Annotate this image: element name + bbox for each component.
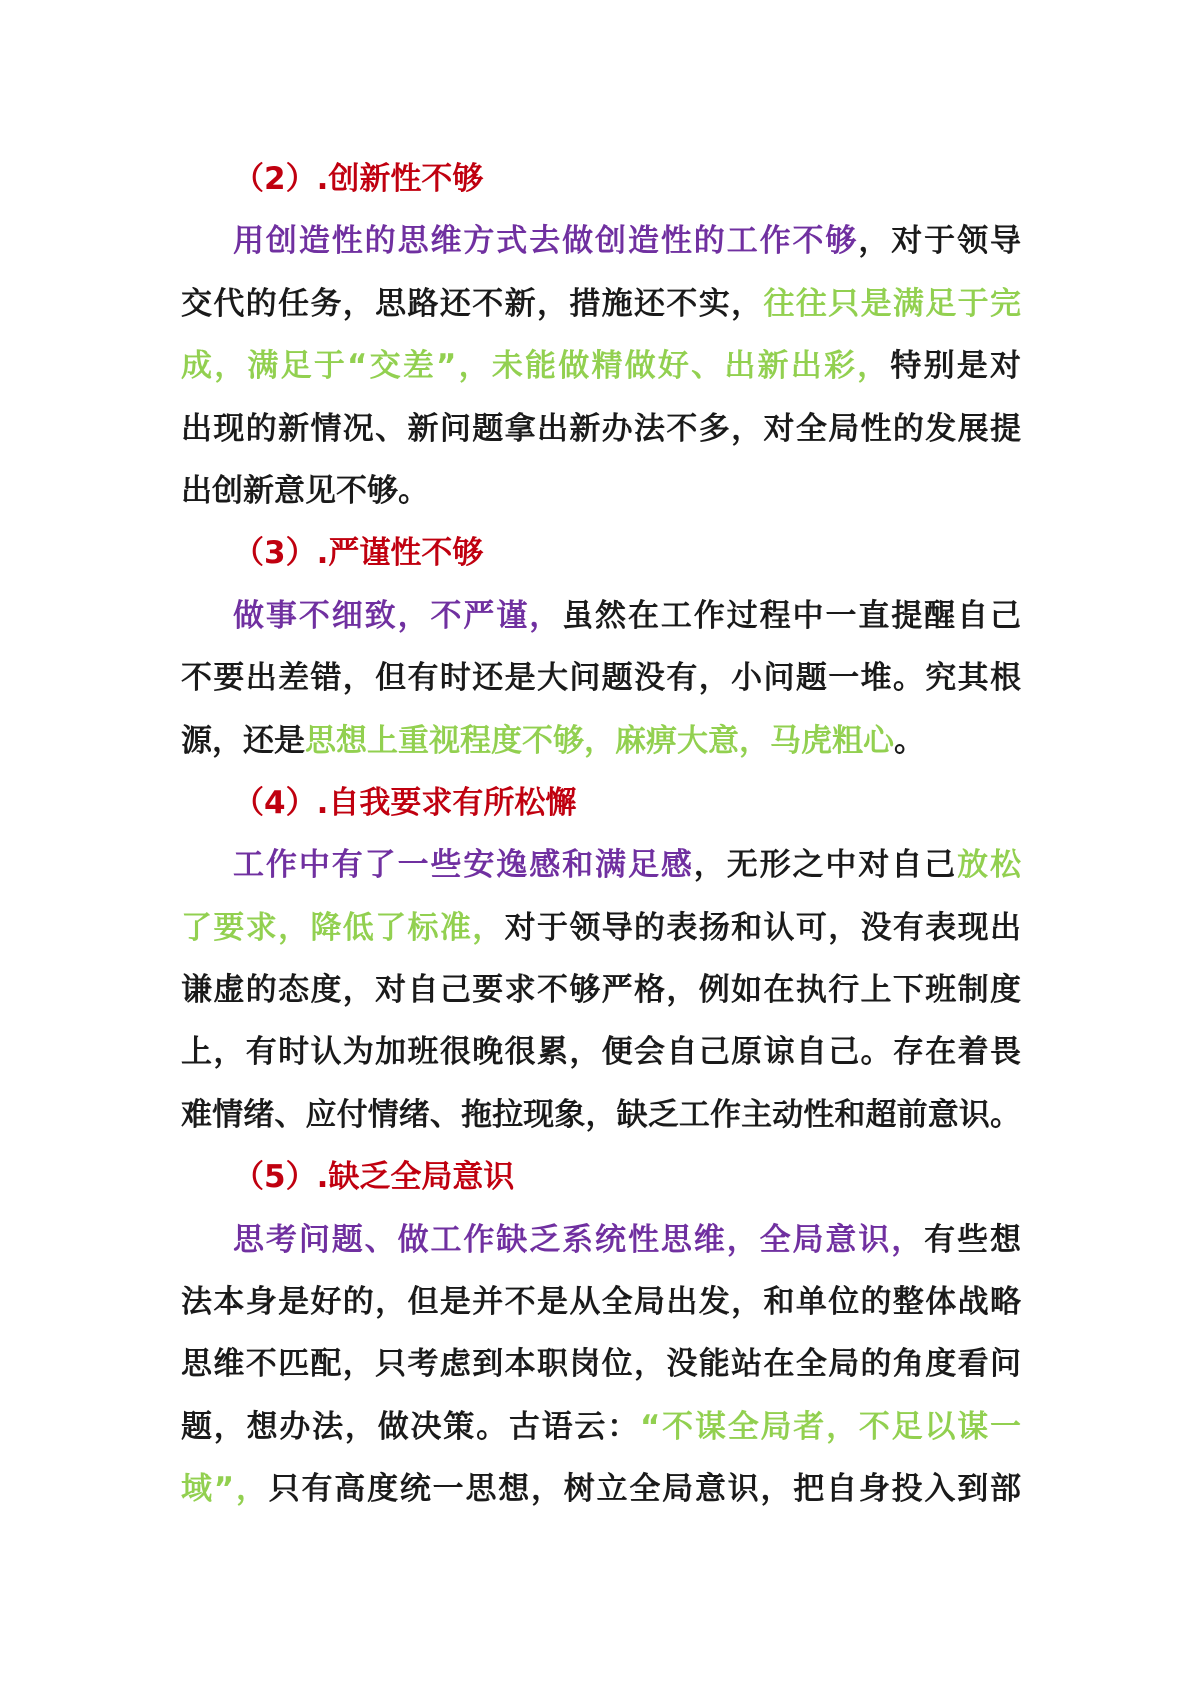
highlight-green-text: 思想上重视程度不够，麻痹大意，马虎粗心 (305, 722, 894, 759)
document-body (181, 148, 1021, 1521)
paragraph-line (181, 959, 1021, 1021)
highlight-green-text: 域”， (181, 1471, 269, 1508)
highlight-green-text: 了要求，降低了标准， (181, 909, 505, 946)
highlight-purple-text: 思考问题、做工作缺乏系统性思维，全局意识， (233, 1221, 925, 1258)
body-text: 源，还是 (181, 722, 305, 759)
paragraph-line (181, 647, 1021, 709)
body-text: 只有高度统一思想，树立全局意识，把自身投入到部 (268, 1471, 1022, 1508)
paragraph-line (181, 460, 1021, 522)
body-text: 。 (894, 722, 925, 759)
body-text: ，无形之中对自己 (693, 847, 958, 884)
paragraph-line (181, 834, 1021, 896)
highlight-purple-text: 做事不细致，不严谨， (233, 597, 563, 634)
paragraph-line (181, 897, 1021, 959)
paragraph-line (181, 335, 1021, 397)
body-text: ，对于领导 (858, 223, 1022, 260)
paragraph-line (181, 1396, 1021, 1458)
paragraph-line (181, 1271, 1021, 1333)
body-text: 交代的任务，思路还不新，措施还不实， (181, 285, 764, 322)
body-text: 谦虚的态度，对自己要求不够严格，例如在执行上下班制度 (181, 972, 1021, 1009)
highlight-green-text: 成，满足于“交差”，未能做精做好、出新出彩， (181, 348, 891, 385)
section-heading: （2）.创新性不够 (233, 161, 484, 197)
body-text: 虽然在工作过程中一直提醒自己 (562, 597, 1022, 634)
paragraph-line (181, 1209, 1021, 1271)
paragraph-line (181, 585, 1021, 647)
body-text: 法本身是好的，但是并不是从全局出发，和单位的整体战略 (181, 1284, 1021, 1321)
paragraph-line (181, 1021, 1021, 1083)
highlight-green-text: 放松 (957, 847, 1022, 884)
body-text: 出现的新情况、新问题拿出新办法不多，对全局性的发展提 (181, 410, 1021, 447)
highlight-green-text: 往往只是满足于完 (763, 285, 1022, 322)
section-heading: （5）.缺乏全局意识 (233, 1159, 515, 1196)
highlight-purple-text: 用创造性的思维方式去做创造性的工作不够 (233, 223, 859, 260)
paragraph-line (181, 710, 1021, 772)
body-text: 思维不匹配，只考虑到本职岗位，没能站在全局的角度看问 (181, 1346, 1021, 1383)
body-text: 不要出差错，但有时还是大问题没有，小问题一堆。究其根 (181, 660, 1021, 697)
highlight-purple-text: 工作中有了一些安逸感和满足感 (233, 847, 694, 884)
highlight-green-text: “不谋全局者，不足以谋一 (640, 1408, 1022, 1445)
body-text: 出创新意见不够。 (181, 472, 429, 509)
paragraph-line (181, 273, 1021, 335)
body-text: 对于领导的表扬和认可，没有表现出 (504, 909, 1022, 946)
paragraph-line (181, 1458, 1021, 1520)
paragraph-line (181, 398, 1021, 460)
paragraph-line (181, 1333, 1021, 1395)
body-text: 特别是对 (890, 348, 1022, 385)
paragraph-line (181, 1084, 1021, 1146)
section-heading: （4）.自我要求有所松懈 (233, 784, 577, 821)
body-text: 题，想办法，做决策。古语云： (181, 1408, 640, 1445)
paragraph-line (181, 210, 1021, 272)
body-text: 有些想 (924, 1221, 1021, 1258)
body-text: 难情绪、应付情绪、拖拉现象，缺乏工作主动性和超前意识。 (181, 1096, 1021, 1133)
body-text: 上，有时认为加班很晚很累，便会自己原谅自己。存在着畏 (181, 1034, 1021, 1071)
section-heading: （3）.严谨性不够 (233, 535, 484, 572)
